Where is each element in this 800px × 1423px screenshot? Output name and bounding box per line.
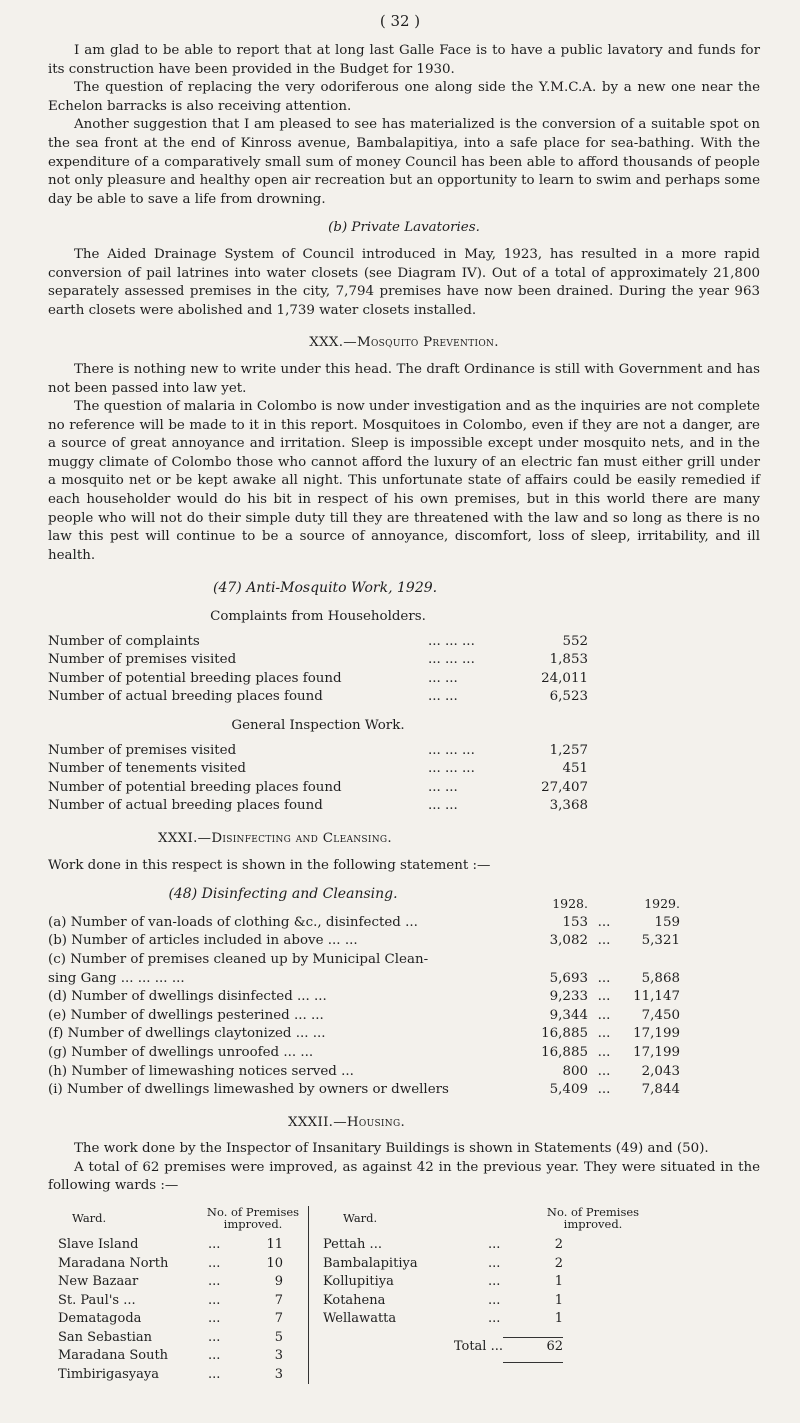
leader-dots: ... ... ... [428,742,475,758]
leader-dots: ... [208,1348,221,1364]
row-label: sing Gang ... ... ... ... [48,970,185,986]
wards-right-list [323,1236,653,1329]
row-label: (b) Number of articles included in above ... ... [48,933,358,949]
ward-name: San Sebastian [58,1329,153,1345]
value-1928: 800 [562,1063,588,1079]
value-1929: 5,321 [641,933,680,949]
ward-row [323,1292,563,1311]
ward-name: Slave Island [58,1237,139,1253]
disinfecting-table [48,914,760,1100]
paragraph-sea-bathing: Another suggestion that I am pleased to see has materialized is the conversion of a suitable spot on the sea front at the end of Kinross avenue, Bambalapitiya, into a safe place for sea-bathing. With the expenditure of a comparatively small sum of money Council has been able to afford thousands of people not only pleasure and healthy open air recreation but an opportunity to learn to swim and perhaps some day be able to save a life from drowning. [48,117,760,207]
value-1929: 2,043 [641,1063,680,1079]
row-label: (i) Number of dwellings limewashed by owners or dwellers [48,1082,449,1098]
ward-name: Wellawatta [323,1311,397,1327]
inspection-list [48,742,760,816]
stat-label: Number of actual breeding places found [48,798,323,814]
leader-dots: ... ... [428,689,458,705]
leader-dots: ... ... [428,670,458,686]
stat-label: Number of premises visited [48,652,237,668]
ward-row [58,1347,283,1366]
leader-dots: ... [597,1063,611,1079]
stat-value: 6,523 [549,689,588,705]
leader-dots: ... [597,933,611,949]
stat-row [48,779,588,798]
inspection-heading: General Inspection Work. [231,718,405,733]
table-row [48,932,760,951]
page-body [48,42,760,1384]
leader-dots: ... [208,1274,221,1290]
ward-name: Maradana South [58,1348,169,1364]
ward-count: 7 [274,1292,283,1308]
value-1928: 16,885 [541,1026,588,1042]
ward-row [58,1292,283,1311]
ward-name: Bambalapitiya [323,1255,418,1271]
ward-row [323,1236,563,1255]
stat-label: Number of actual breeding places found [48,689,323,705]
leader-dots: ... [208,1311,221,1327]
leader-dots: ... [597,1007,611,1023]
leader-dots: ... [488,1274,501,1290]
stat-value: 3,368 [549,798,588,814]
stat-value: 27,407 [541,779,588,795]
paragraph-private-lavatories: The Aided Drainage System of Council introduced in May, 1923, has resulted in a more rapid conversion of pail latrines into water closets (see Diagram IV). Out of a total of approximately 21,800 separately assessed premises in the city, 7,794 premises have now been drained. During the year 963 earth closets were abolished and 1,739 water closets installed. [48,246,760,318]
section-heading-mosquito: XXX.—Mosquito Prevention. [309,335,499,351]
table-row [48,951,760,970]
paragraph-ymca: The question of replacing the very odoriferous one along side the Y.M.C.A. by a new one near the Echelon barracks is also receiving attention. [48,80,760,114]
ward-name: New Bazaar [58,1274,139,1290]
leader-dots: ... [208,1237,221,1253]
wards-total-row [323,1338,563,1357]
value-1928: 153 [562,914,588,930]
wards-left-column [48,1206,308,1384]
leader-dots: ... ... [428,798,458,814]
table-row [48,1063,760,1082]
leader-dots: ... ... ... [428,652,475,668]
paragraph-disinfecting-intro: Work done in this respect is shown in the following statement :— [48,857,491,873]
row-label: (a) Number of van-loads of clothing &c., disinfected ... [48,914,418,930]
table-row [48,1044,760,1063]
value-1928: 3,082 [549,933,588,949]
stat-row [48,797,588,816]
complaints-list [48,633,760,707]
table-row [48,988,760,1007]
ward-row [58,1329,283,1348]
col-ward-left: Ward. [72,1211,107,1226]
disinfecting-table-header [48,885,760,914]
ward-count: 1 [554,1292,563,1308]
leader-dots [588,951,620,970]
stat-value: 24,011 [541,670,588,686]
col-ward-right: Ward. [343,1211,378,1226]
leader-dots: ... [597,970,611,986]
stat-label: Number of complaints [48,633,200,649]
ward-name: Dematagoda [58,1311,142,1327]
row-label: (e) Number of dwellings pesterined ... ... [48,1007,324,1023]
leader-dots: ... [597,989,611,1005]
wards-right-header [323,1206,653,1230]
col-premises-left: No. of Premises improved. [206,1205,300,1232]
ward-name: Maradana North [58,1255,169,1271]
value-1929: 17,199 [633,1044,680,1060]
stat-label: Number of potential breeding places found [48,670,342,686]
leader-dots: ... [208,1292,221,1308]
section-heading-housing: XXXII.—Housing. [288,1114,406,1130]
value-1928: 16,885 [541,1044,588,1060]
value-1928 [518,951,588,970]
total-label: Total ... [453,1338,503,1354]
stat-label: Number of tenements visited [48,761,246,777]
ward-name: Pettah ... [323,1237,382,1253]
ward-count: 7 [274,1311,283,1327]
ward-count: 5 [274,1329,283,1345]
wards-right-column [308,1206,653,1384]
table-title-anti-mosquito: (47) Anti-Mosquito Work, 1929. [213,580,438,597]
ward-row [323,1255,563,1274]
value-1929: 7,844 [641,1082,680,1098]
paragraph-mosquito-1: There is nothing new to write under this head. The draft Ordinance is still with Government and has not been passed into law yet. [48,361,760,396]
section-heading-private-lavatories: (b) Private Lavatories. [328,220,480,236]
value-1928: 9,344 [549,1007,588,1023]
leader-dots: ... [488,1237,501,1253]
ward-row [58,1255,283,1274]
col-premises-right: No. of Premises improved. [546,1205,640,1232]
paragraph-housing-1: The work done by the Inspector of Insanitary Buildings is shown in Statements (49) and (50). [74,1141,709,1157]
leader-dots: ... [488,1292,501,1308]
table-row [48,1025,760,1044]
leader-dots: ... ... ... [428,761,475,777]
row-label: (g) Number of dwellings unroofed ... ... [48,1044,314,1060]
ward-row [323,1273,563,1292]
total-value: 62 [546,1338,563,1354]
stat-row [48,760,588,779]
value-1928: 5,409 [549,1082,588,1098]
stat-label: Number of premises visited [48,742,237,758]
table-row [48,1081,760,1100]
ward-row [323,1310,563,1329]
value-1929: 5,868 [641,970,680,986]
stat-value: 552 [562,633,588,649]
ward-count: 3 [274,1366,283,1382]
ward-count: 10 [266,1255,283,1271]
table-row [48,914,760,933]
ward-row [58,1236,283,1255]
paragraph-lavatory: I am glad to be able to report that at long last Galle Face is to have a public lavatory and funds for its construction have been provided in the Budget for 1930. [48,43,760,77]
ward-row [58,1310,283,1329]
stat-row [48,742,588,761]
ward-count: 9 [274,1274,283,1290]
value-1928: 9,233 [549,989,588,1005]
wards-table [48,1206,760,1384]
ward-name: St. Paul's ... [58,1292,136,1308]
leader-dots: ... [597,1044,611,1060]
stat-label: Number of potential breeding places found [48,779,342,795]
leader-dots: ... [597,1082,611,1098]
row-label: (d) Number of dwellings disinfected ... ... [48,989,327,1005]
value-1928: 5,693 [549,970,588,986]
ward-row [58,1273,283,1292]
leader-dots: ... [488,1311,501,1327]
ward-count: 1 [554,1311,563,1327]
wards-left-list [58,1236,308,1384]
ward-name: Timbirigasyaya [58,1366,159,1382]
table-row [48,1007,760,1026]
leader-dots: ... [597,914,611,930]
ward-count: 2 [554,1255,563,1271]
table-title-disinfecting: (48) Disinfecting and Cleansing. [168,886,398,903]
stat-value: 451 [562,761,588,777]
section-heading-disinfecting: XXXI.—Disinfecting and Cleansing. [158,830,392,846]
ward-row [58,1366,283,1385]
ward-name: Kollupitiya [323,1274,394,1290]
year-1929: 1929. [644,896,680,912]
ward-count: 2 [554,1237,563,1253]
stat-value: 1,853 [549,652,588,668]
page-number: ( 32 ) [379,12,421,30]
value-1929: 17,199 [633,1026,680,1042]
value-1929: 159 [654,914,680,930]
wards-total-underline-row [323,1356,563,1363]
value-1929: 11,147 [633,989,680,1005]
leader-dots: ... [488,1255,501,1271]
ward-count: 3 [274,1348,283,1364]
row-label: (c) Number of premises cleaned up by Municipal Clean- [48,951,429,967]
stat-row [48,688,588,707]
value-1929: 7,450 [641,1007,680,1023]
wards-total-rule-row [323,1329,563,1338]
stat-row [48,670,588,689]
leader-dots: ... ... [428,779,458,795]
leader-dots: ... [597,1026,611,1042]
leader-dots: ... [208,1255,221,1271]
ward-count: 11 [266,1237,283,1253]
stat-row [48,651,588,670]
table-row [48,970,760,989]
stat-row [48,633,588,652]
leader-dots: ... ... ... [428,633,475,649]
row-label: (f) Number of dwellings claytonized ... ... [48,1026,326,1042]
paragraph-mosquito-2: The question of malaria in Colombo is now under investigation and as the inquiries are not complete no reference will be made to it in this report. Mosquitoes in Colombo, even if they are not a danger, are a source of great annoyance and irritation. Sleep is impossible except under mosquito nets, and in the muggy climate of Colombo those who cannot afford the luxury of an electric fan must either grill under a mosquito net or be kept awake all night. This unfortunate state of affairs could be easily remedied if each householder would do his bit in respect of his own premises, but in this world there are many people who will not do their simple duty till they are threatened with the law and so long as there is no law this pest will continue to be a source of annoyance, discomfort, loss of sleep, irritability, and ill health. [48,399,760,563]
leader-dots: ... [208,1366,221,1382]
value-1929 [620,951,680,970]
complaints-heading: Complaints from Householders. [210,609,426,625]
ward-count: 1 [554,1274,563,1290]
stat-value: 1,257 [549,742,588,758]
row-label: (h) Number of limewashing notices served ... [48,1063,354,1079]
paragraph-housing-2: A total of 62 premises were improved, as against 42 in the previous year. They were situated in the following wards :— [48,1159,760,1194]
ward-name: Kotahena [323,1292,386,1308]
leader-dots: ... [208,1329,221,1345]
year-1928: 1928. [552,896,588,912]
wards-left-header [58,1206,308,1230]
